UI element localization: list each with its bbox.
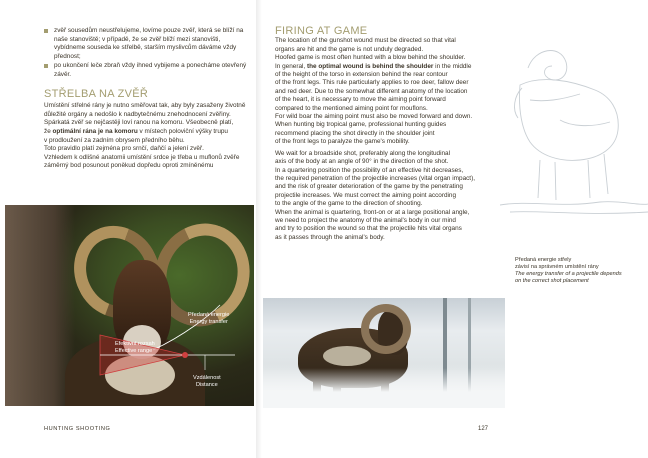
text-line: In a quartering position the possibility of an effective hit decreases, [275, 166, 464, 174]
section-heading-en: FIRING AT GAME [275, 25, 368, 37]
bold-text: optimální rána je na komoru [52, 127, 138, 135]
sketch-lines [500, 51, 648, 214]
distance-label [193, 375, 221, 389]
bullet-text: zvěř sousedům neustřelujeme, lovíme pouze zvěř, která se blíží na naše stanoviště; v případě, že se zvěř blíží mezi stanovišti, vybídneme souseda ke střelbě, starším myslivcům dáváme vždy přednost; [54, 27, 244, 60]
text-line: of the height of the torso in extension behind the rear contour [275, 71, 448, 79]
energy-label [188, 312, 229, 326]
text-line: Hoofed game is most often hunted with a blow behind the shoulder. [275, 54, 466, 62]
bold-text: the optimal wound is behind the shoulder [306, 62, 434, 70]
text-line: and red deer. Due to the somewhat different anatomy of the location [275, 87, 468, 95]
running-footer: HUNTING SHOOTING [44, 426, 111, 432]
bullet-square-icon [44, 64, 48, 68]
range-label-en: Effective range [115, 347, 153, 354]
frosted-grass [263, 368, 505, 408]
ram-saddle-patch [323, 346, 371, 366]
text-line: organs are hit and the game is not unduly degraded. [275, 45, 424, 53]
right-page-text [275, 27, 500, 242]
figure-caption [515, 257, 643, 285]
caption-cz-line: závisí na správném umístění rány [515, 264, 599, 270]
caption-en-line: The energy transfer of a projectile depends [515, 271, 622, 277]
page-number: 127 [478, 426, 489, 432]
text-line: of the front legs to paralyze the game's mobility. [275, 138, 410, 146]
bullet-item [44, 27, 252, 61]
text-line: When hunting big tropical game, professional hunting guides [275, 121, 447, 129]
range-label-cz: Efektivní rozsah [115, 341, 155, 347]
text-line: The location of the gunshot wound must be directed so that vital [275, 37, 456, 45]
energy-label-cz: Předaná energie [188, 312, 230, 318]
text-line: of the front legs. This rule particularly applies to roe deer, fallow deer [275, 79, 469, 87]
text-line: recommend placing the shot directly in the shoulder joint [275, 129, 435, 137]
text-line: the required penetration of the projectile increases (vital organ impact), [275, 174, 475, 182]
text-run: že [44, 127, 53, 135]
bullet-square-icon [44, 29, 48, 33]
text-line: Umístění střelné rány je nutno směřovat tak, aby byly zasaženy životně [44, 102, 246, 110]
text-line: For wild boar the aiming point must also be moved forward and down. [275, 113, 473, 121]
distance-label-cz: Vzdálenost [193, 375, 221, 381]
distance-label-en: Distance [195, 381, 218, 388]
text-line: Vzhledem k odlišné anatomii umístění srdce je třeba u muflonů zvěře [44, 153, 240, 161]
text-line: Toto pravidlo platí zejména pro srnčí, daňčí a jelení zvěř. [44, 145, 204, 153]
text-line: of the heart, it is necessary to move the aiming point forward [275, 96, 446, 104]
text-run: in the middle [433, 62, 472, 70]
text-line: we need to project the anatomy of the animal's body in our mind [275, 216, 456, 224]
ram-head-photo [5, 205, 254, 406]
text-line: and try to position the wound so that the projectile hits vital organs [275, 225, 462, 233]
paragraph-cz [44, 102, 252, 171]
text-line: When the animal is quartering, front-on or at a large positional angle, [275, 208, 470, 216]
text-line: compared to the mentioned aiming point for mouflons. [275, 104, 428, 112]
paragraph-en-2 [275, 150, 500, 242]
text-line: důležité orgány a nedošlo k nadbytečnému znehodnocení zvěřiny. [44, 110, 231, 118]
range-label [115, 341, 155, 355]
ram-sketch-illustration [500, 30, 648, 220]
text-line: to the angle of the game to the direction of shooting. [275, 200, 423, 208]
text-run: v místech poloviční výšky trupu [137, 127, 228, 135]
ram-horn [361, 304, 411, 354]
paragraph-en-1 [275, 37, 500, 146]
section-heading-cz: STŘELBA NA ZVĚŘ [44, 87, 149, 100]
text-line: v prodloužení za zadním obrysem předního běhu. [44, 136, 185, 144]
text-line: Spárkatá zvěř se nejčastěji loví ranou na komoru. Všeobecně platí, [44, 119, 234, 127]
ram-in-snow-photo [263, 298, 505, 408]
text-line: projectile increases. We must correct the aiming point according [275, 191, 457, 199]
bullet-item [44, 62, 252, 79]
caption-cz-line: Předaná energie střely [515, 257, 572, 263]
text-line [44, 128, 252, 137]
energy-label-en: Energy transfer [189, 318, 228, 325]
bullet-text: po ukončení leče zbraň vždy ihned vybijeme a ponecháme otevřený závěr. [54, 62, 247, 78]
text-line: and the risk of greater deterioration of the game by the penetrating [275, 183, 463, 191]
text-run: In general, [275, 62, 307, 70]
text-line: We wait for a broadside shot, preferably along the longitudinal [275, 149, 451, 157]
text-line: axis of the body at an angle of 90° in the direction of the shot. [275, 158, 449, 166]
text-line: záměrný bod posunout poněkud dopředu oproti zmíněnému [44, 162, 214, 170]
text-line: as it passes through the animal's body. [275, 233, 385, 241]
left-page-text [44, 27, 252, 171]
aim-point-marker [182, 352, 188, 358]
caption-en-line: on the correct shot placement [515, 278, 589, 284]
text-line [275, 63, 500, 71]
